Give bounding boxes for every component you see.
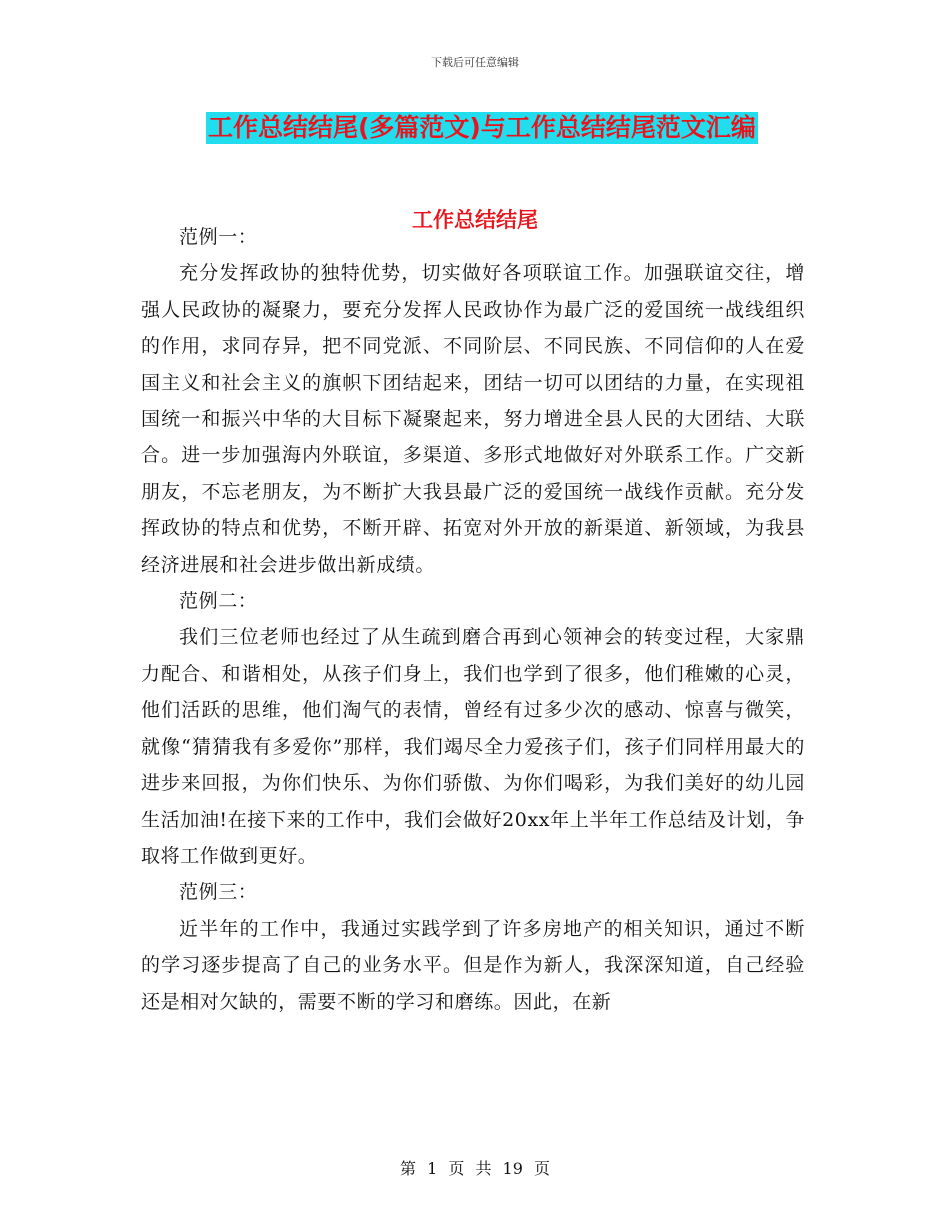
document-body [141, 219, 805, 1020]
section-title: 工作总结结尾 [412, 208, 538, 232]
example-heading: 范例一： [179, 226, 258, 248]
example-heading: 范例二： [179, 590, 258, 613]
document-title: 工作总结结尾(多篇范文)与工作总结结尾范文汇编 [208, 113, 756, 142]
body-paragraph: 充分发挥政协的独特优势，切实做好各项联谊工作。加强联谊交往，增强人民政协的凝聚力，要充分发挥人民政协作为最广泛的爱国统一战线组织的作用，求同存异，把不同党派、不同阶层、不同民族、不同信仰的人在爱国主义和社会主义的旗帜下团结起来，团结一切可以团结的力量，在实现祖国统一和振兴中华的大目标下凝聚起来，努力增进全县人民的大团结、大联合。进一步加强海内外联谊，多渠道、多形式地做好对外联系工作。广交新朋友，不忘老朋友，为不断扩大我县最广泛的爱国统一战线作贡献。充分发挥政协的特点和优势，不断开辟、拓宽对外开放的新渠道、新领域，为我县经济进展和社会进步做出新成绩。 [141, 262, 805, 576]
page-footer: 第 1 页 共 19 页 [400, 1159, 550, 1178]
page-header-note: 下载后可任意编辑 [431, 56, 519, 69]
body-paragraph: 近半年的工作中，我通过实践学到了许多房地产的相关知识，通过不断的学习逐步提高了自己的业务水平。但是作为新人，我深深知道，自己经验还是相对欠缺的，需要不断的学习和磨练。因此，在新 [141, 917, 805, 1013]
body-paragraph: 我们三位老师也经过了从生疏到磨合再到心领神会的转变过程，大家鼎力配合、和谐相处，从孩子们身上，我们也学到了很多，他们稚嫩的心灵，他们活跃的思维，他们淘气的表情，曾经有过多少次的感动、惊喜与微笑，就像“猜猜我有多爱你”那样，我们竭尽全力爱孩子们，孩子们同样用最大的进步来回报，为你们快乐、为你们骄傲、为你们喝彩，为我们美好的幼儿园生活加油!在接下来的工作中，我们会做好20xx年上半年工作总结及计划，争取将工作做到更好。 [141, 626, 805, 867]
example-heading: 范例三： [179, 881, 258, 904]
